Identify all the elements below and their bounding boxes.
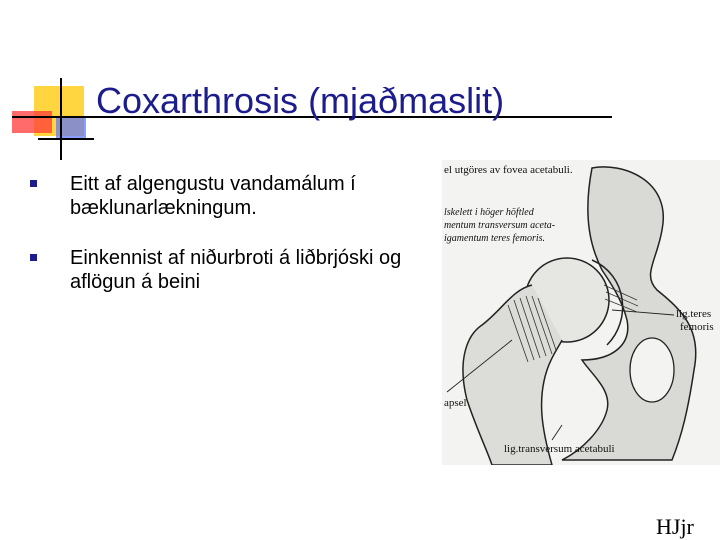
bullet-square-icon bbox=[30, 254, 37, 261]
slide-title: Coxarthrosis (mjaðmaslit) bbox=[96, 80, 505, 121]
bullet-list bbox=[30, 172, 430, 320]
label-teres-1: lig.teres bbox=[676, 308, 712, 320]
leader-line-transversum bbox=[552, 425, 562, 440]
label-capsule: apsel bbox=[444, 397, 467, 409]
bullet-square-icon bbox=[30, 180, 37, 187]
label-left-2: mentum transversum aceta- bbox=[444, 220, 556, 231]
bullet-item bbox=[30, 172, 430, 220]
label-left-3: igamentum teres femoris. bbox=[444, 233, 546, 244]
bullet-text: Eitt af algengustu vandamálum í bæklunarlækningum. bbox=[70, 173, 356, 219]
author-initials: HJjr bbox=[656, 514, 694, 539]
decor-vertical-line bbox=[60, 78, 62, 160]
hip-joint-drawing bbox=[442, 160, 720, 465]
bullet-text: Einkennist af niðurbroti á liðbrjóski og aflögun á beini bbox=[70, 247, 402, 293]
label-fovea: el utgöres av fovea acetabuli. bbox=[444, 164, 573, 176]
decor-red-square bbox=[12, 111, 52, 133]
label-transversum: lig.transversum acetabuli bbox=[504, 443, 615, 455]
decor-short-line bbox=[38, 138, 94, 140]
obturator-foramen bbox=[630, 338, 674, 402]
hip-joint-illustration bbox=[442, 160, 720, 465]
label-teres-2: femoris bbox=[680, 321, 714, 333]
bullet-item bbox=[30, 246, 430, 294]
label-left-1: lskelett i höger höftled bbox=[444, 207, 534, 218]
